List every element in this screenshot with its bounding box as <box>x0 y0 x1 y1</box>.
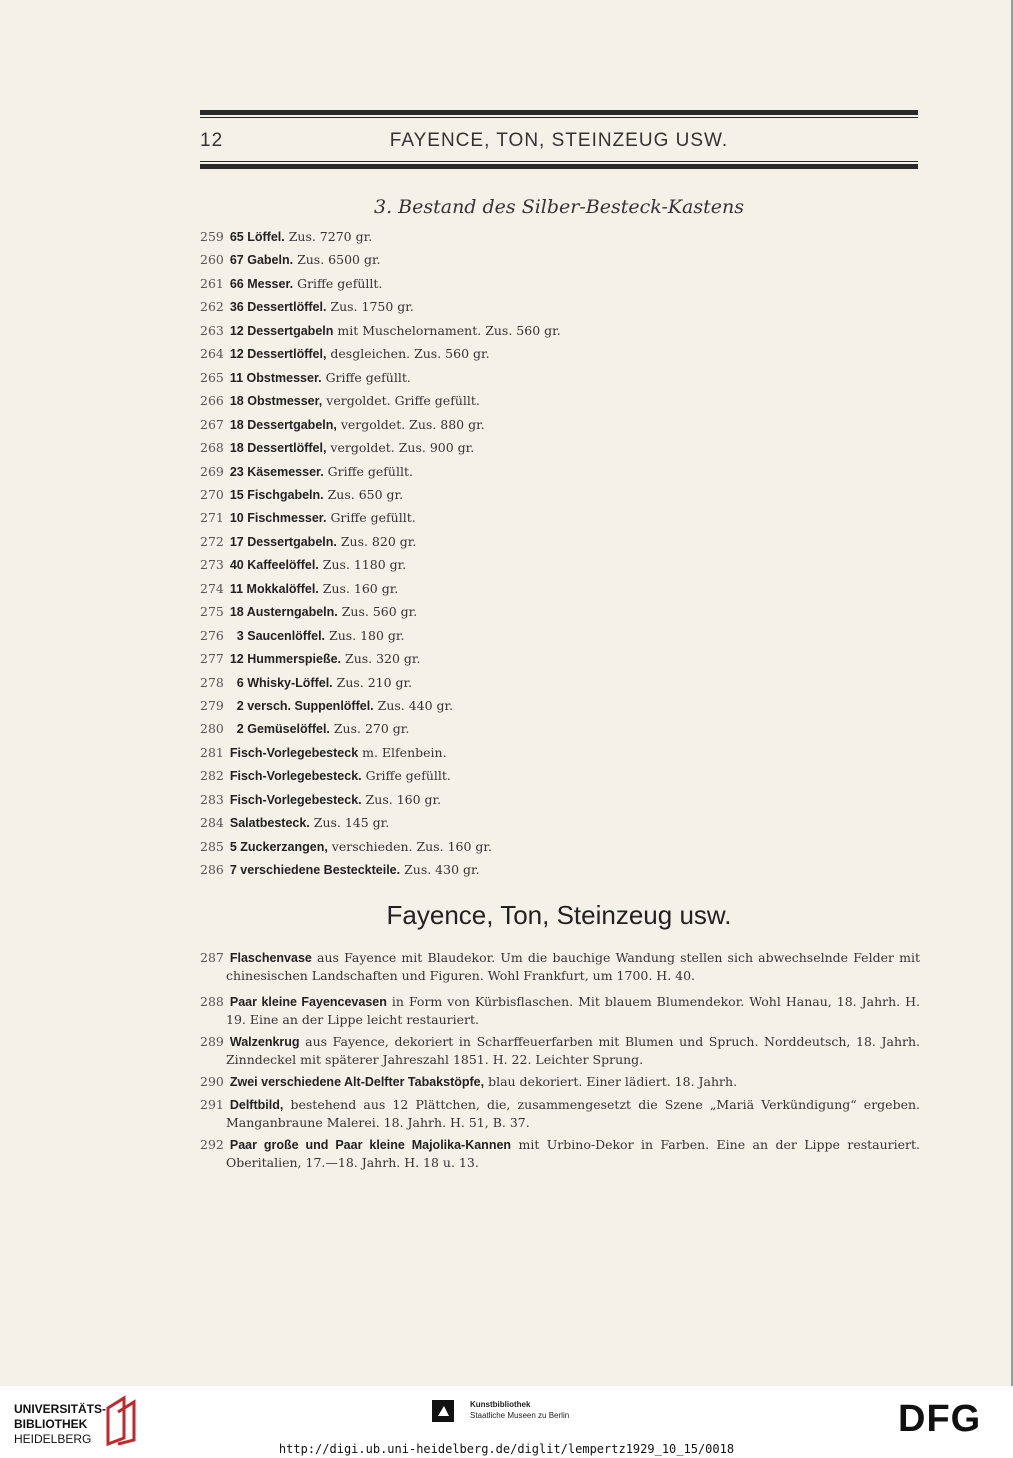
lot-number: 273 <box>200 557 224 573</box>
lot-item: Salatbesteck. <box>229 816 310 831</box>
lot-description: Zus. 1750 gr. <box>326 299 414 315</box>
lot-description: aus Fayence mit Blaudekor. Um die bauchige Wandung stellen sich abwechselnde Felder mit chinesischen Landschaften und Figuren. Wohl Frankfurt, um 1700. H. 40. <box>226 950 920 983</box>
lot-number: 291 <box>200 1097 224 1112</box>
lot-description: Zus. 7270 gr. <box>284 229 373 244</box>
lot-item: Fisch-Vorlegebesteck. <box>229 769 362 784</box>
lot-item: 18 Dessertgabeln, <box>229 417 337 432</box>
header-rule-bottom-thick <box>200 164 918 169</box>
lot-item: 6 Whisky-Löffel. <box>229 675 333 690</box>
running-title: FAYENCE, TON, STEINZEUG USW. <box>389 130 729 151</box>
lot-entry <box>200 464 413 479</box>
lot-description: Griffe gefüllt. <box>361 768 451 784</box>
lot-number: 266 <box>200 393 224 409</box>
lot-item: Paar große und Paar kleine Majolika-Kannen <box>229 1138 512 1152</box>
lot-description: vergoldet. Griffe gefüllt. <box>322 393 480 409</box>
lot-entry <box>200 229 372 244</box>
lot-item: 7 verschiedene Besteckteile. <box>229 863 401 878</box>
lot-description: Zus. 440 gr. <box>373 698 454 713</box>
lot-description: Zus. 6500 gr. <box>293 252 381 268</box>
lot-entry <box>200 1096 920 1131</box>
lot-item: Paar kleine Fayencevasen <box>229 995 387 1009</box>
lot-entry <box>200 745 447 760</box>
lot-entry <box>200 675 412 690</box>
lot-item: 12 Hummerspieße. <box>229 652 342 667</box>
lot-entry <box>200 557 406 572</box>
lot-description: Zus. 650 gr. <box>323 486 404 502</box>
lot-number: 262 <box>200 299 224 315</box>
lot-number: 283 <box>200 791 224 807</box>
lot-number: 277 <box>200 651 224 667</box>
section-title: 3. Bestand des Silber-Besteck-Kastens <box>373 196 745 218</box>
lot-item: 11 Obstmesser. <box>229 370 322 385</box>
lot-number: 270 <box>200 486 224 502</box>
lot-item: Delftbild, <box>229 1098 284 1112</box>
lot-item: 67 Gabeln. <box>229 253 294 268</box>
lot-entry <box>200 698 453 713</box>
header-rule-top-thin <box>200 117 918 118</box>
lot-number: 269 <box>200 463 224 479</box>
lot-description: Zus. 160 gr. <box>318 580 399 596</box>
lot-number: 282 <box>200 768 224 784</box>
lot-entry <box>200 604 417 619</box>
lot-description: m. Elfenbein. <box>358 744 447 760</box>
lot-entry <box>200 949 920 984</box>
lot-description: Zus. 560 gr. <box>337 604 418 620</box>
kb-name: Kunstbibliothek <box>470 1400 531 1409</box>
lot-item: Walzenkrug <box>229 1035 300 1049</box>
lot-description: vergoldet. Zus. 880 gr. <box>336 416 485 432</box>
lot-entry <box>200 768 451 783</box>
lot-number: 280 <box>200 721 224 737</box>
lot-description: Griffe gefüllt. <box>326 510 416 526</box>
lot-item: 18 Austerngabeln. <box>229 605 338 620</box>
lot-description: Griffe gefüllt. <box>293 275 383 291</box>
lot-description: Zus. 820 gr. <box>336 533 417 549</box>
lot-description: Zus. 160 gr. <box>361 791 442 807</box>
lot-item: 10 Fischmesser. <box>229 511 327 526</box>
footer-bar <box>0 1386 1013 1458</box>
lot-number: 279 <box>200 698 224 713</box>
lot-item: 12 Dessertgabeln <box>229 323 334 338</box>
lot-entry <box>200 993 920 1028</box>
lot-item: 18 Dessertlöffel, <box>229 441 327 456</box>
kb-subtitle: Staatliche Museen zu Berlin <box>470 1411 570 1420</box>
lot-item: Fisch-Vorlegebesteck <box>229 745 359 760</box>
library-name-line3: HEIDELBERG <box>14 1432 92 1446</box>
lot-description: Zus. 270 gr. <box>329 721 410 737</box>
source-url-link[interactable]: http://digi.ub.uni-heidelberg.de/diglit/lempertz1929_10_15/0018 <box>278 1442 735 1456</box>
lot-number: 268 <box>200 440 224 456</box>
heidelberg-library-logo[interactable] <box>14 1402 106 1447</box>
kunstbibliothek-label <box>470 1399 569 1421</box>
lot-entry <box>200 276 382 291</box>
lot-number: 286 <box>200 862 224 878</box>
lot-description: Zus. 210 gr. <box>332 674 413 690</box>
lot-entry <box>200 393 480 408</box>
lot-number: 259 <box>200 229 224 244</box>
lot-entry <box>200 299 414 314</box>
lot-entry <box>200 581 398 596</box>
lot-description: Zus. 320 gr. <box>341 651 421 667</box>
lot-description: blau dekoriert. Einer lädiert. 18. Jahrh. <box>484 1074 738 1089</box>
lot-number: 261 <box>200 275 224 291</box>
lot-number: 271 <box>200 510 224 526</box>
lot-description: bestehend aus 12 Plättchen, die, zusammengesetzt die Szene „Mariä Verkündigung“ ergeben. Manganbraune Malerei. 18. Jahrh. H. 51, B. 37. <box>226 1097 920 1130</box>
dfg-logo[interactable]: DFG <box>898 1398 982 1440</box>
lot-item: 66 Messer. <box>229 276 294 291</box>
lot-entry <box>200 651 421 666</box>
main-heading: Fayence, Ton, Steinzeug usw. <box>386 900 732 930</box>
lot-entry <box>200 792 441 807</box>
lot-entry <box>200 1073 920 1091</box>
lot-entry <box>200 1033 920 1068</box>
lot-entry <box>200 862 480 877</box>
lot-description: Zus. 180 gr. <box>325 627 405 643</box>
lot-item: Fisch-Vorlegebesteck. <box>229 792 362 807</box>
lot-entry <box>200 534 416 549</box>
lot-entry <box>200 252 381 267</box>
lot-item: Zwei verschiedene Alt-Delfter Tabakstöpfe, <box>229 1075 485 1089</box>
library-name-line1: UNIVERSITÄTS- <box>14 1402 107 1416</box>
lot-number: 263 <box>200 322 224 338</box>
lot-description: Zus. 430 gr. <box>400 862 480 878</box>
lot-number: 260 <box>200 252 224 268</box>
lot-item: 2 Gemüselöffel. <box>229 722 330 737</box>
lot-item: 65 Löffel. <box>229 230 285 244</box>
lot-description: Zus. 1180 gr. <box>318 557 407 573</box>
lot-number: 276 <box>200 627 224 643</box>
lot-description: Griffe gefüllt. <box>321 369 411 385</box>
lot-item: 40 Kaffeelöffel. <box>229 558 319 573</box>
library-book-icon <box>104 1394 140 1446</box>
lot-item: 3 Saucenlöffel. <box>229 628 326 643</box>
lot-entry <box>200 323 561 338</box>
lot-number: 285 <box>200 838 224 854</box>
lot-item: 5 Zuckerzangen, <box>229 839 328 854</box>
lot-number: 265 <box>200 369 224 385</box>
lot-description: Zus. 145 gr. <box>309 815 390 831</box>
lot-item: 15 Fischgabeln. <box>229 487 324 502</box>
lot-entry <box>200 487 403 502</box>
lot-number: 287 <box>200 950 224 965</box>
lot-description: verschieden. Zus. 160 gr. <box>327 838 492 854</box>
lot-number: 278 <box>200 674 224 690</box>
lot-description: mit Muschelornament. Zus. 560 gr. <box>333 322 561 338</box>
lot-number: 290 <box>200 1074 224 1089</box>
lot-number: 284 <box>200 815 224 831</box>
lot-number: 272 <box>200 533 224 549</box>
lot-number: 289 <box>200 1034 224 1049</box>
lot-entry <box>200 417 485 432</box>
lot-number: 264 <box>200 346 224 362</box>
lot-item: Flaschenvase <box>229 951 312 965</box>
lot-entry <box>200 346 490 361</box>
lot-description: mit Urbino-Dekor in Farben. Eine an der Lippe restauriert. Oberitalien, 17.—18. Jahrh. H. 18 u. 13. <box>226 1137 921 1170</box>
lot-description: in Form von Kürbisflaschen. Mit blauem Blumendekor. Wohl Hanau, 18. Jahrh. H. 19. Eine an der Lippe leicht restauriert. <box>226 994 921 1027</box>
lot-entry <box>200 815 389 830</box>
lot-number: 288 <box>200 994 224 1009</box>
lot-entry <box>200 510 416 525</box>
lot-description: vergoldet. Zus. 900 gr. <box>326 440 475 456</box>
lot-number: 281 <box>200 744 224 760</box>
header-rule-bottom-thin <box>200 161 918 162</box>
kunstbibliothek-logo-icon <box>432 1400 462 1422</box>
lot-entry <box>200 628 405 643</box>
library-name-line2: BIBLIOTHEK <box>14 1417 88 1431</box>
lot-item: 17 Dessertgabeln. <box>229 534 337 549</box>
lot-description: desgleichen. Zus. 560 gr. <box>326 346 490 362</box>
lot-item: 12 Dessertlöffel, <box>229 347 327 362</box>
page-number: 12 <box>200 130 224 151</box>
lot-item: 18 Obstmesser, <box>229 394 323 409</box>
header-rule-top-thick <box>200 110 918 115</box>
lot-entry <box>200 370 411 385</box>
lot-item: 36 Dessertlöffel. <box>229 300 327 315</box>
lot-item: 23 Käsemesser. <box>229 464 324 479</box>
lot-item: 11 Mokkalöffel. <box>229 581 319 596</box>
lot-item: 2 versch. Suppenlöffel. <box>229 699 374 713</box>
lot-number: 275 <box>200 604 224 620</box>
lot-number: 274 <box>200 580 224 596</box>
lot-number: 267 <box>200 416 224 432</box>
lot-description: Griffe gefüllt. <box>323 463 413 479</box>
lot-entry <box>200 440 474 455</box>
running-head <box>200 130 918 154</box>
lot-entry <box>200 1136 920 1171</box>
lot-entry <box>200 721 409 736</box>
lot-entry <box>200 839 492 854</box>
lot-description: aus Fayence, dekoriert in Scharffeuerfarben mit Blumen und Spruch. Norddeutsch, 18. Jahrh. Zinndeckel mit späterer Jahreszahl 1851. H. 22. Leichter Sprung. <box>226 1034 920 1067</box>
lot-number: 292 <box>200 1137 224 1152</box>
